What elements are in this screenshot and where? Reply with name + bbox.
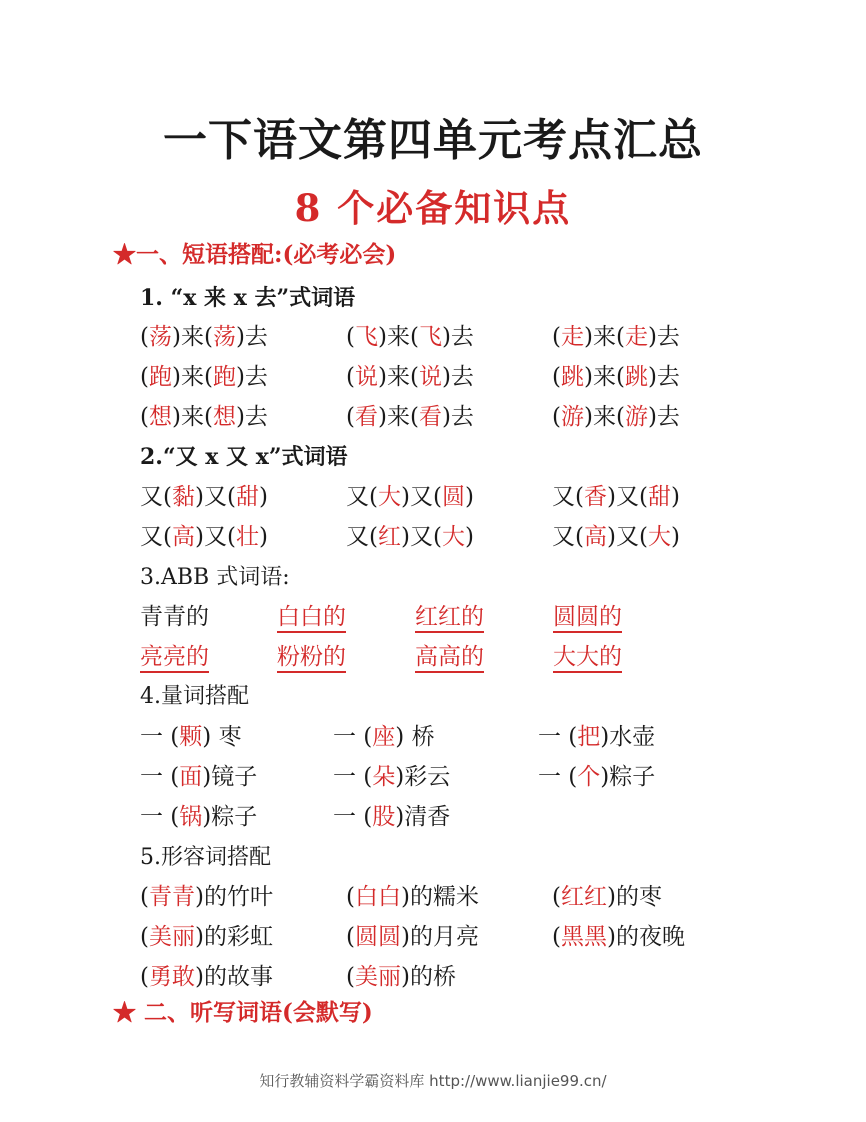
fixed-text: )又( xyxy=(606,484,648,510)
fixed-text: )来( xyxy=(377,364,419,390)
fixed-text: )去 xyxy=(647,364,680,390)
paren: ( xyxy=(346,364,355,390)
fixed-text: )去 xyxy=(235,364,268,390)
section-heading-phrases: ★一、短语搭配:(必考必会) xyxy=(113,241,397,268)
answer-char: 甜 xyxy=(647,484,671,510)
measure-word-item xyxy=(333,798,450,831)
answer-char: 香 xyxy=(583,484,607,510)
answer-char: 个 xyxy=(577,764,601,790)
subheading-abb: 3.ABB 式词语: xyxy=(140,565,290,590)
fixed-text: )又( xyxy=(194,524,236,550)
answer-char: 走 xyxy=(560,324,584,350)
subheading-adjectives: 5.形容词搭配 xyxy=(140,845,271,870)
noun-text: )的桥 xyxy=(400,964,456,990)
fixed-text: 一 ( xyxy=(333,764,373,790)
adjective-item xyxy=(140,918,273,951)
answer-char: 荡 xyxy=(212,324,236,350)
paren: ( xyxy=(346,324,355,350)
answer-char: 走 xyxy=(624,324,648,350)
fixed-text: 一 ( xyxy=(538,764,578,790)
answer-char: 飞 xyxy=(418,324,442,350)
paren: ( xyxy=(140,964,149,990)
noun-text: )粽子 xyxy=(202,804,258,830)
you-you-item xyxy=(346,518,474,551)
abb-answer: 红红的 xyxy=(415,604,484,633)
answer-char: 想 xyxy=(212,404,236,430)
answer-word: 青青 xyxy=(148,884,195,910)
fixed-text: )来( xyxy=(171,364,213,390)
measure-word-item xyxy=(333,758,450,791)
fixed-text: )来( xyxy=(171,404,213,430)
measure-word-item xyxy=(538,718,655,751)
answer-char: 股 xyxy=(372,804,396,830)
fixed-text: )来( xyxy=(583,404,625,430)
answer-char: 想 xyxy=(148,404,172,430)
measure-word-item xyxy=(333,718,435,751)
abb-answer: 亮亮的 xyxy=(140,644,209,673)
abb-answer: 大大的 xyxy=(553,644,622,673)
answer-char: 跑 xyxy=(212,364,236,390)
noun-text: )水壶 xyxy=(600,724,656,750)
fixed-text: 一 ( xyxy=(538,724,578,750)
paren: ( xyxy=(140,924,149,950)
answer-char: 跑 xyxy=(148,364,172,390)
answer-word: 红红 xyxy=(560,884,607,910)
lai-qu-item xyxy=(552,318,680,351)
paren: ) xyxy=(258,484,268,510)
answer-char: 游 xyxy=(624,404,648,430)
you-you-item xyxy=(140,478,268,511)
answer-char: 把 xyxy=(577,724,601,750)
adjective-item xyxy=(552,878,662,911)
paren: ) xyxy=(464,524,474,550)
fixed-text: )又( xyxy=(194,484,236,510)
fixed-text: )来( xyxy=(377,404,419,430)
noun-text: )的糯米 xyxy=(400,884,479,910)
abb-word xyxy=(415,598,484,631)
answer-char: 游 xyxy=(560,404,584,430)
lai-qu-item xyxy=(552,358,680,391)
subheading-measure-words: 4.量词搭配 xyxy=(140,684,249,709)
fixed-text: )去 xyxy=(441,324,474,350)
abb-word xyxy=(277,598,346,631)
fixed-text: 又( xyxy=(552,524,584,550)
noun-text: )清香 xyxy=(395,804,451,830)
you-you-item xyxy=(552,518,680,551)
adjective-item xyxy=(346,958,456,991)
answer-word: 黑黑 xyxy=(560,924,607,950)
answer-char: 大 xyxy=(441,524,465,550)
answer-char: 荡 xyxy=(148,324,172,350)
footer-watermark: 知行教辅资料学霸资料库 http://www.lianjie99.cn/ xyxy=(259,1072,607,1090)
answer-char: 大 xyxy=(377,484,401,510)
abb-word xyxy=(277,638,346,671)
answer-char: 甜 xyxy=(235,484,259,510)
you-you-item xyxy=(346,478,474,511)
fixed-text: )又( xyxy=(400,524,442,550)
fixed-text: )又( xyxy=(606,524,648,550)
fixed-text: 一 ( xyxy=(333,804,373,830)
answer-word: 白白 xyxy=(354,884,401,910)
adjective-item xyxy=(346,918,479,951)
answer-char: 说 xyxy=(418,364,442,390)
fixed-text: )来( xyxy=(377,324,419,350)
answer-char: 高 xyxy=(171,524,195,550)
section-heading-dictation: ★ 二、听写词语(会默写) xyxy=(113,999,373,1026)
answer-char: 座 xyxy=(372,724,396,750)
measure-word-item xyxy=(140,798,257,831)
fixed-text: )又( xyxy=(400,484,442,510)
fixed-text: )来( xyxy=(583,364,625,390)
fixed-text: )去 xyxy=(647,324,680,350)
abb-word xyxy=(415,638,484,671)
paren: ( xyxy=(552,324,561,350)
adjective-item xyxy=(552,918,685,951)
noun-text: )镜子 xyxy=(202,764,258,790)
fixed-text: 又( xyxy=(140,484,172,510)
paren: ( xyxy=(346,924,355,950)
answer-char: 朵 xyxy=(372,764,396,790)
answer-char: 高 xyxy=(583,524,607,550)
answer-word: 圆圆 xyxy=(354,924,401,950)
subheading-you-you: 2.“又 x 又 x”式词语 xyxy=(140,444,348,470)
fixed-text: )来( xyxy=(583,324,625,350)
answer-char: 看 xyxy=(354,404,378,430)
fixed-text: )来( xyxy=(171,324,213,350)
abb-answer: 粉粉的 xyxy=(277,644,346,673)
paren: ( xyxy=(552,364,561,390)
fixed-text: 又( xyxy=(140,524,172,550)
answer-char: 看 xyxy=(418,404,442,430)
answer-char: 颗 xyxy=(179,724,203,750)
noun-text: )的故事 xyxy=(194,964,273,990)
you-you-item xyxy=(140,518,268,551)
fixed-text: 一 ( xyxy=(140,804,180,830)
noun-text: ) 枣 xyxy=(202,724,242,750)
lai-qu-item xyxy=(140,318,268,351)
abb-word xyxy=(553,598,622,631)
lai-qu-item xyxy=(552,398,680,431)
adjective-item xyxy=(140,878,273,911)
fixed-text: )去 xyxy=(441,364,474,390)
measure-word-item xyxy=(538,758,655,791)
answer-char: 跳 xyxy=(624,364,648,390)
paren: ( xyxy=(140,324,149,350)
paren: ( xyxy=(552,404,561,430)
answer-word: 美丽 xyxy=(354,964,401,990)
paren: ( xyxy=(552,884,561,910)
you-you-item xyxy=(552,478,680,511)
answer-char: 红 xyxy=(377,524,401,550)
subheading-lai-qu: 1. “x 来 x 去”式词语 xyxy=(140,285,356,311)
paren: ) xyxy=(670,484,680,510)
lai-qu-item xyxy=(346,318,474,351)
fixed-text: 又( xyxy=(346,524,378,550)
answer-word: 美丽 xyxy=(148,924,195,950)
answer-word: 勇敢 xyxy=(148,964,195,990)
noun-text: ) 桥 xyxy=(395,724,435,750)
fixed-text: 一 ( xyxy=(333,724,373,750)
answer-char: 大 xyxy=(647,524,671,550)
fixed-text: )去 xyxy=(441,404,474,430)
abb-word xyxy=(553,638,622,671)
paren: ) xyxy=(670,524,680,550)
measure-word-item xyxy=(140,718,242,751)
noun-text: )粽子 xyxy=(600,764,656,790)
answer-char: 面 xyxy=(179,764,203,790)
lai-qu-item xyxy=(346,398,474,431)
abb-answer: 高高的 xyxy=(415,644,484,673)
noun-text: )的月亮 xyxy=(400,924,479,950)
page-subtitle: 8 个必备知识点 xyxy=(294,186,572,230)
paren: ( xyxy=(346,404,355,430)
noun-text: )的竹叶 xyxy=(194,884,273,910)
fixed-text: 一 ( xyxy=(140,724,180,750)
noun-text: )彩云 xyxy=(395,764,451,790)
adjective-item xyxy=(140,958,273,991)
page-title: 一下语文第四单元考点汇总 xyxy=(163,115,703,166)
measure-word-item xyxy=(140,758,257,791)
answer-char: 说 xyxy=(354,364,378,390)
fixed-text: 又( xyxy=(552,484,584,510)
paren: ( xyxy=(140,884,149,910)
answer-char: 飞 xyxy=(354,324,378,350)
fixed-text: 又( xyxy=(346,484,378,510)
paren: ( xyxy=(140,404,149,430)
fixed-text: )去 xyxy=(235,324,268,350)
answer-char: 圆 xyxy=(441,484,465,510)
paren: ) xyxy=(258,524,268,550)
abb-answer: 圆圆的 xyxy=(553,604,622,633)
abb-answer: 白白的 xyxy=(277,604,346,633)
fixed-text: )去 xyxy=(647,404,680,430)
noun-text: )的夜晚 xyxy=(606,924,685,950)
lai-qu-item xyxy=(140,358,268,391)
answer-char: 锅 xyxy=(179,804,203,830)
paren: ( xyxy=(552,924,561,950)
lai-qu-item xyxy=(346,358,474,391)
noun-text: )的彩虹 xyxy=(194,924,273,950)
paren: ( xyxy=(346,884,355,910)
paren: ) xyxy=(464,484,474,510)
adjective-item xyxy=(346,878,479,911)
abb-word xyxy=(140,638,209,671)
abb-given-word: 青青的 xyxy=(140,604,209,630)
lai-qu-item xyxy=(140,398,268,431)
paren: ( xyxy=(140,364,149,390)
answer-char: 跳 xyxy=(560,364,584,390)
fixed-text: )去 xyxy=(235,404,268,430)
noun-text: )的枣 xyxy=(606,884,662,910)
answer-char: 壮 xyxy=(235,524,259,550)
fixed-text: 一 ( xyxy=(140,764,180,790)
paren: ( xyxy=(346,964,355,990)
answer-char: 黏 xyxy=(171,484,195,510)
